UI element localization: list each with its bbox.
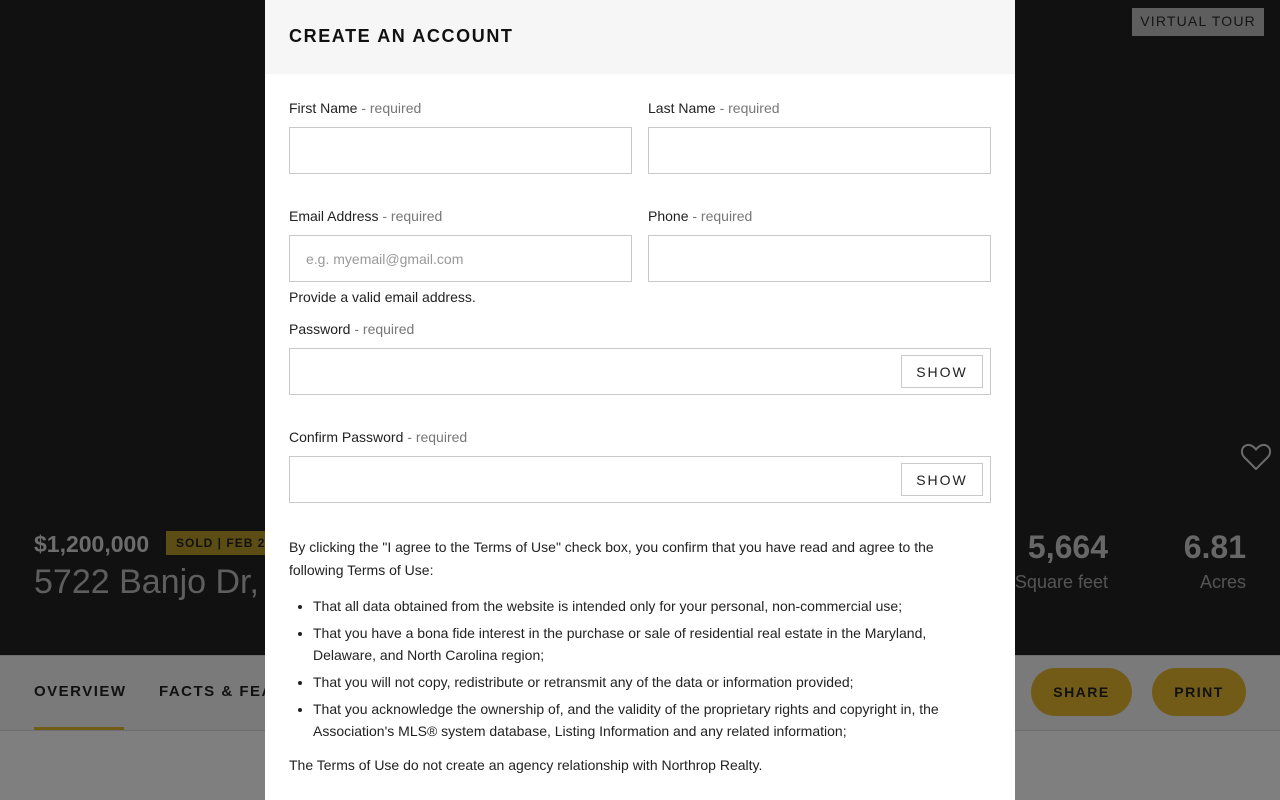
required-text: - required: [692, 208, 753, 224]
email-input[interactable]: [289, 235, 632, 282]
label-text: Phone: [648, 208, 689, 224]
create-account-modal: [265, 0, 1015, 800]
first-name-input[interactable]: [289, 127, 632, 174]
first-name-label: [289, 100, 632, 116]
last-name-input[interactable]: [648, 127, 991, 174]
required-text: - required: [354, 321, 415, 337]
terms-item: • That you have a bona fide interest in the purchase or sale of residential real estate in the Maryland, Delaware, and North Carolina region;: [313, 622, 969, 666]
terms-footer: The Terms of Use do not create an agency relationship with Northrop Realty.: [289, 757, 763, 773]
modal-title: CREATE AN ACCOUNT: [289, 26, 514, 46]
confirm-password-input[interactable]: [290, 457, 890, 502]
show-password-button[interactable]: SHOW: [901, 355, 983, 388]
last-name-group: [648, 100, 991, 174]
label-text: Confirm Password: [289, 429, 404, 445]
password-label: [289, 321, 991, 337]
email-group: [289, 208, 632, 305]
phone-group: [648, 208, 991, 282]
confirm-password-label: [289, 429, 991, 445]
terms-item: • That all data obtained from the website is intended only for your personal, non-commercial use;: [313, 595, 969, 617]
required-text: - required: [361, 100, 422, 116]
confirm-password-group: [289, 429, 991, 503]
terms-list: [313, 595, 969, 742]
phone-input[interactable]: [648, 235, 991, 282]
email-hint: Provide a valid email address.: [289, 289, 476, 305]
label-text: First Name: [289, 100, 358, 116]
label-text: Last Name: [648, 100, 716, 116]
terms-intro: By clicking the "I agree to the Terms of Use" check box, you confirm that you have read and agree to the following Terms of Use:: [289, 539, 934, 578]
required-text: - required: [382, 208, 443, 224]
modal-header: [265, 0, 1015, 74]
terms-item: • That you acknowledge the ownership of, and the validity of the proprietary rights and copyright in, the Association's MLS® system database, Listing Information and any related information;: [313, 698, 969, 742]
label-text: Email Address: [289, 208, 379, 224]
password-field: [289, 348, 991, 395]
phone-label: [648, 208, 991, 224]
password-input[interactable]: [290, 349, 890, 394]
terms-item: • That you will not copy, redistribute or retransmit any of the data or information provided;: [313, 671, 969, 693]
required-text: - required: [719, 100, 780, 116]
password-group: [289, 321, 991, 395]
terms-of-use: [289, 536, 969, 777]
first-name-group: [289, 100, 632, 174]
label-text: Password: [289, 321, 351, 337]
show-confirm-password-button[interactable]: SHOW: [901, 463, 983, 496]
email-label: [289, 208, 632, 224]
confirm-password-field: [289, 456, 991, 503]
required-text: - required: [407, 429, 468, 445]
last-name-label: [648, 100, 991, 116]
